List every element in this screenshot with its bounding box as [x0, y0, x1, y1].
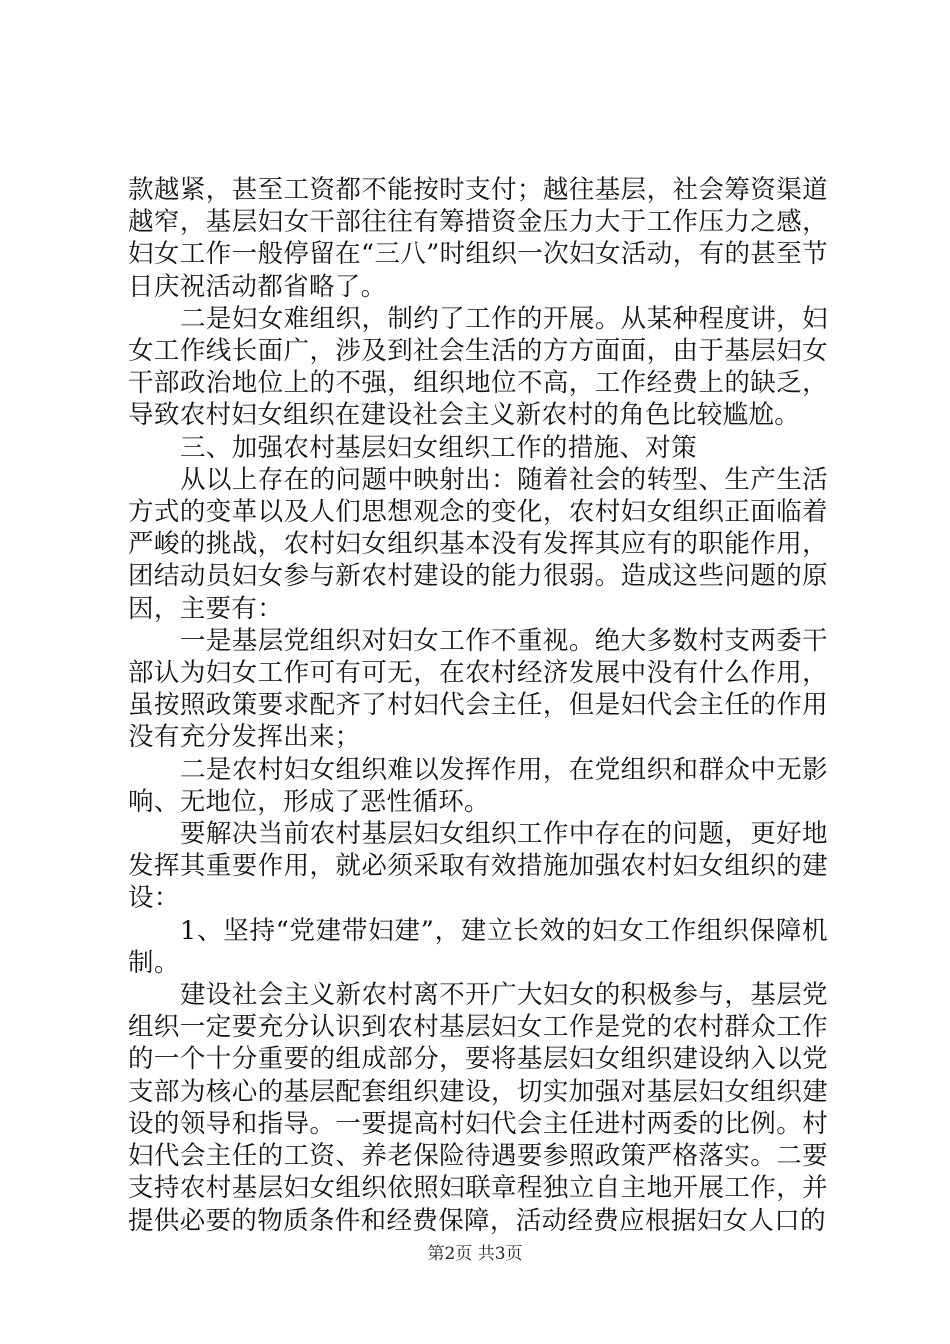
paragraph-party-building-detail: 建设社会主义新农村离不开广大妇女的积极参与，基层党组织一定要充分认识到农村基层妇女工作是党的农村群众工作的一个十分重要的组成部分，要将基层妇女组织建设纳入以党支部为核心的基层配套组织建设，切实加强对基层妇女组织建设的领导和指导。一要提高村妇代会主任进村两委的比例。村妇代会主任的工资、养老保险待遇要参照政策严格落实。二要支持农村基层妇女组织依照妇联章程独立自主地开展工作，并提供必要的物质条件和经费保障，活动经费应根据妇女人口的 — [128, 980, 828, 1236]
subheading-party-building: 1、坚持“党建带妇建”，建立长效的妇女工作组织保障机制。 — [128, 915, 828, 978]
paragraph-solution-intro: 要解决当前农村基层妇女组织工作中存在的问题，更好地发挥其重要作用，就必须采取有效措施加强农村妇女组织的建设： — [128, 819, 828, 914]
paragraph-cause-one: 一是基层党组织对妇女工作不重视。绝大多数村支两委干部认为妇女工作可有可无，在农村经济发展中没有什么作用，虽按照政策要求配齐了村妇代会主任，但是妇代会主任的作用没有充分发挥出来； — [128, 625, 828, 753]
page-number-footer: 第2页 共3页 — [427, 1244, 523, 1264]
paragraph-cause-two: 二是农村妇女组织难以发挥作用，在党组织和群众中无影响、无地位，形成了恶性循环。 — [128, 754, 828, 817]
document-body — [128, 174, 828, 1237]
section-heading-measures: 三、加强农村基层妇女组织工作的措施、对策 — [180, 432, 698, 463]
paragraph-continued: 款越紧，甚至工资都不能按时支付；越往基层，社会筹资渠道越窄，基层妇女干部往往有筹措资金压力大于工作压力之感，妇女工作一般停留在“三八”时组织一次妇女活动，有的甚至节日庆祝活动都省略了。 — [128, 175, 828, 302]
paragraph-problems-reflected: 从以上存在的问题中映射出：随着社会的转型、生产生活方式的变革以及人们思想观念的变化，农村妇女组织正面临着严峻的挑战，农村妇女组织基本没有发挥其应有的职能作用，团结动员妇女参与新农村建设的能力很弱。造成这些问题的原因，主要有： — [128, 464, 828, 624]
paragraph-women-hard-to-organize: 二是妇女难组织，制约了工作的开展。从某种程度讲，妇女工作线长面广，涉及到社会生活的方方面面，由于基层妇女干部政治地位上的不强，组织地位不高，工作经费上的缺乏，导致农村妇女组织在建设社会主义新农村的角色比较尴尬。 — [128, 303, 828, 431]
